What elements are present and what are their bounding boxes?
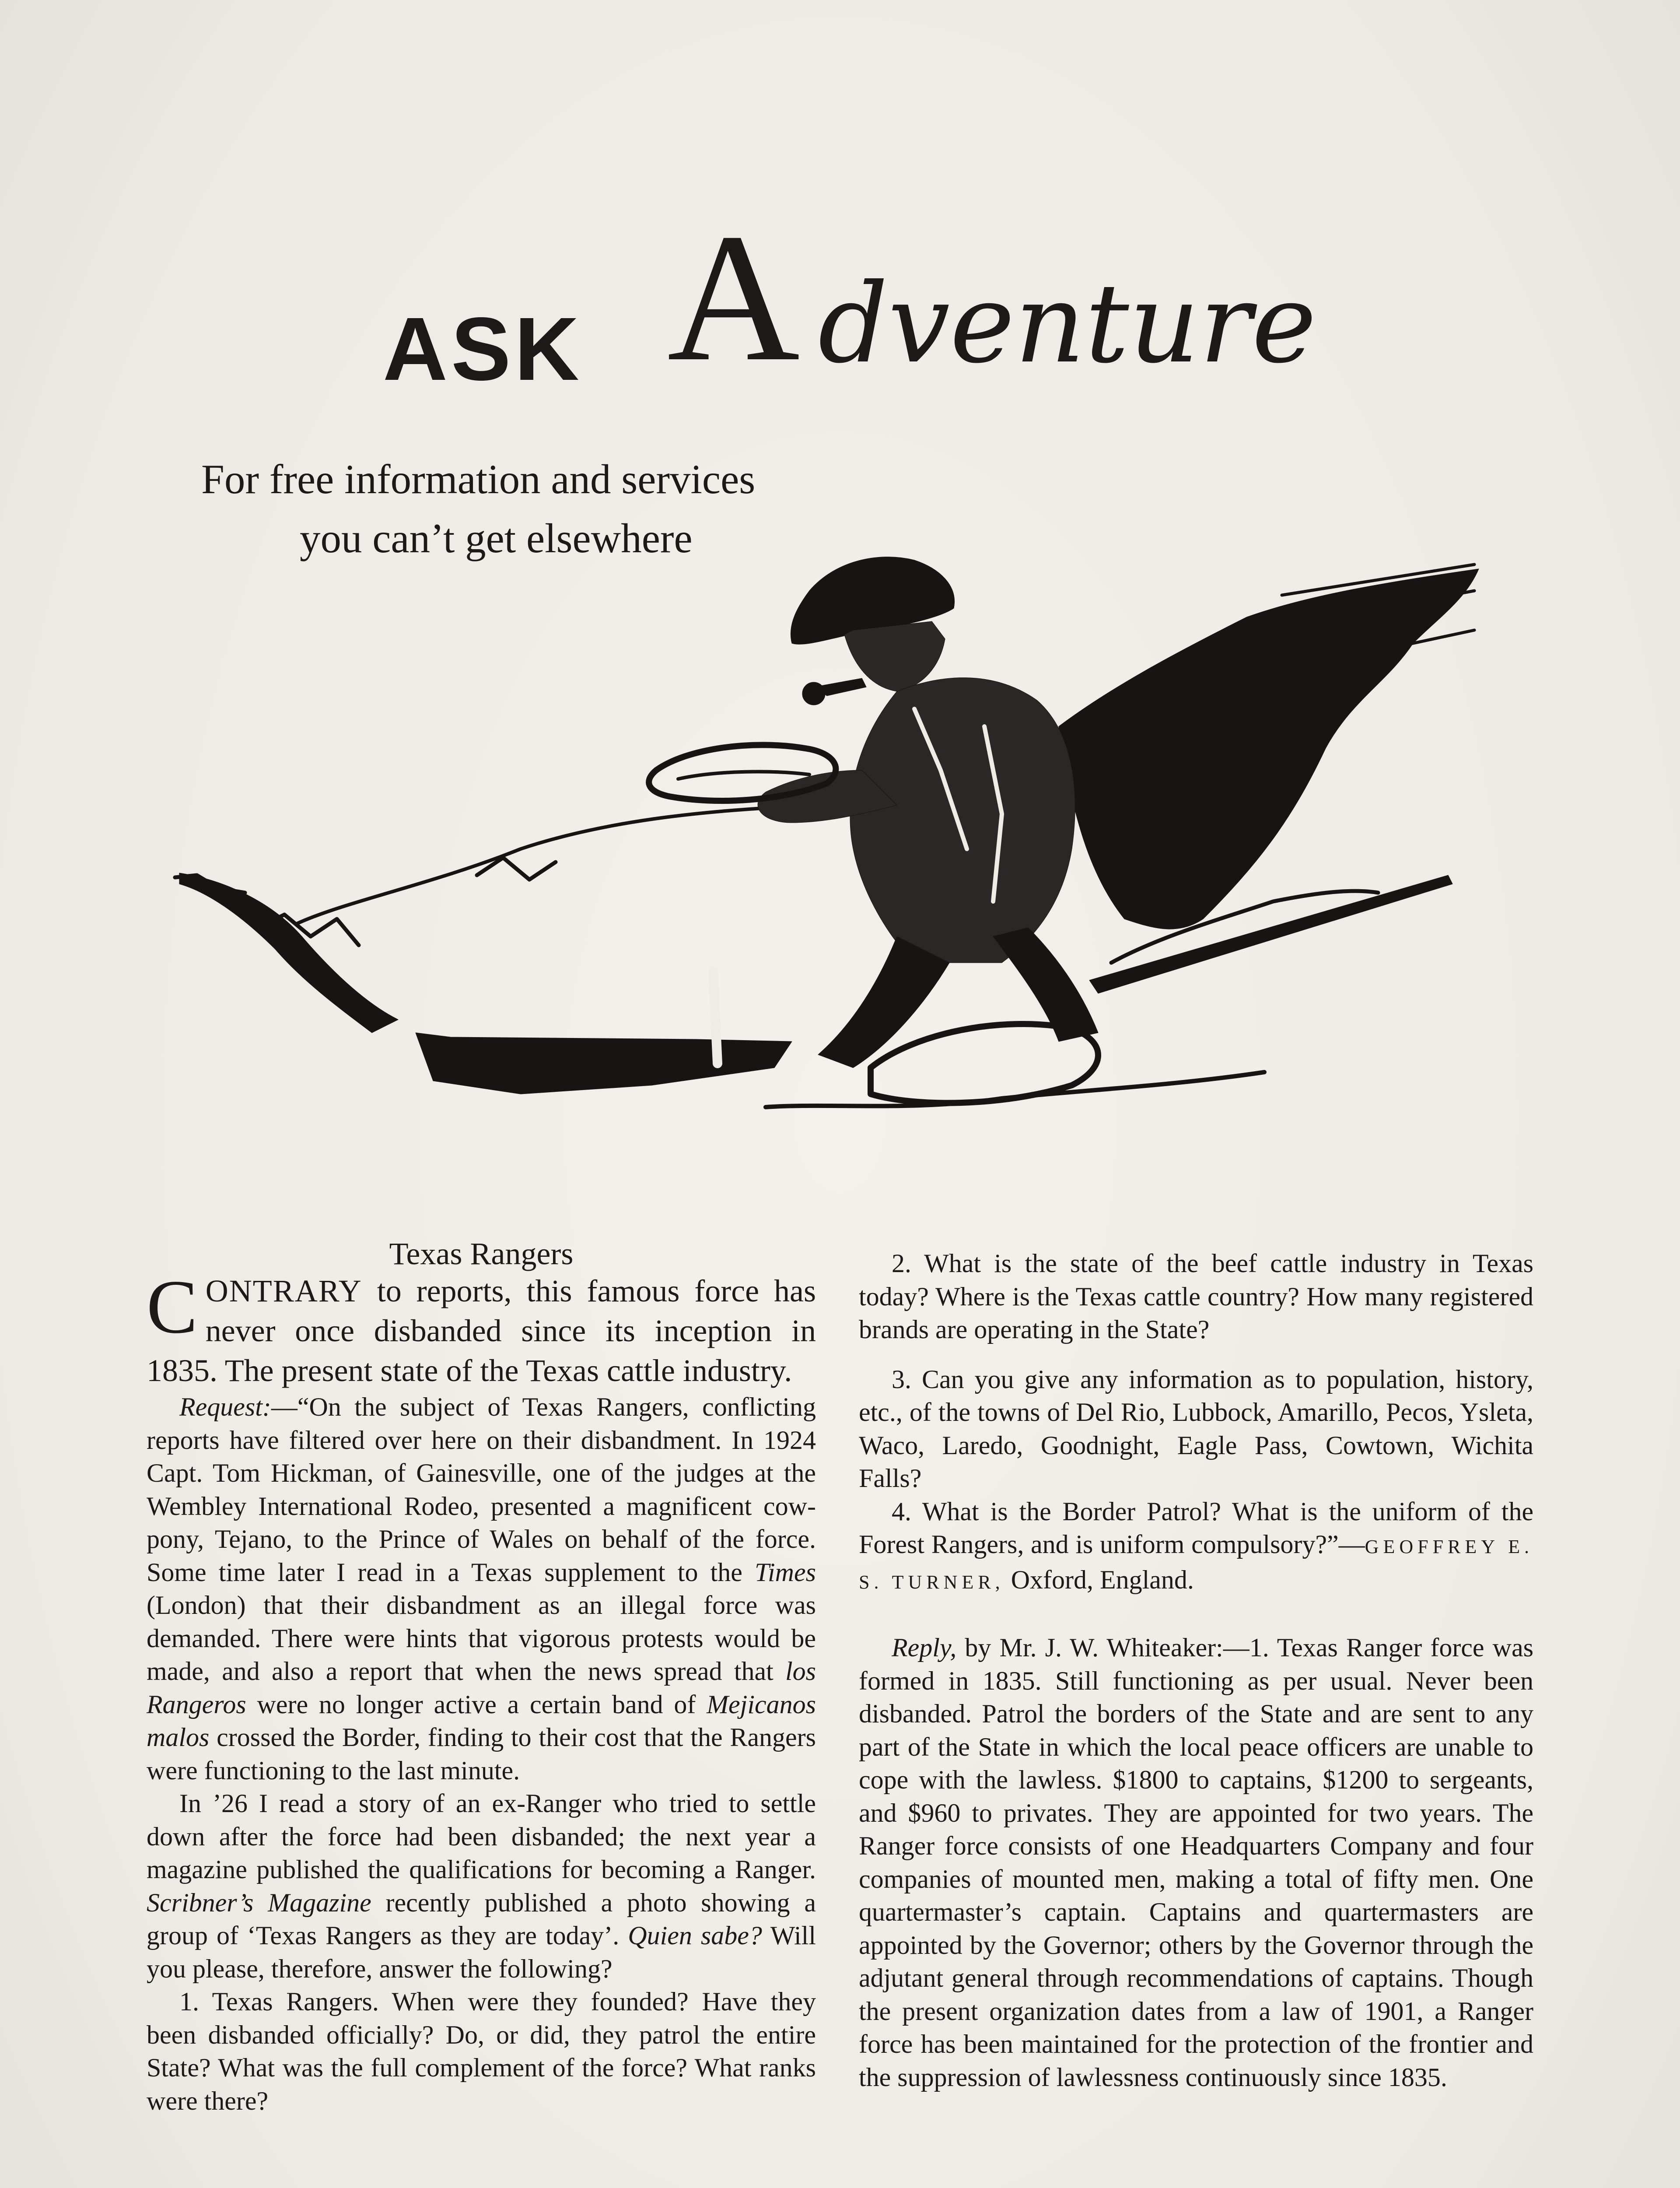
mejicanos-italic: Mejicanos malos bbox=[147, 1690, 816, 1752]
p2-text-a: In ’26 I read a story of an ex-Ranger who tried to settle down after the force had been disbanded; the next year a magazine published the qualifications for becoming a Ranger. bbox=[147, 1789, 816, 1884]
tagline-line-1: For free information and services bbox=[201, 456, 756, 502]
signer-place: Oxford, England. bbox=[1004, 1565, 1194, 1594]
question-2: 2. What is the state of the beef cattle industry in Texas today? Where is the Texas cattle country? How many registered brands are operating in the State? bbox=[859, 1249, 1533, 1344]
question-4-text: 4. What is the Border Patrol? What is the uniform of the Forest Rangers, and is uniform compulsory?”— bbox=[859, 1497, 1533, 1559]
drop-cap: C bbox=[147, 1264, 198, 1349]
title-adventure: dventure bbox=[818, 260, 1317, 387]
left-column bbox=[147, 1236, 816, 2118]
request-text-a: —“On the subject of Texas Rangers, conflicting reports have filtered over here on their disbandment. In 1924 Capt. Tom Hickman, of Gainesville, one of the judges at the Wembley International Rodeo, presented a magnificent cow-pony, Tejano, to the Prince of Wales on behalf of the force. Some time later I read in a Texas supplement to the bbox=[147, 1392, 816, 1587]
times-italic: Times bbox=[754, 1557, 816, 1587]
request-label: Request: bbox=[179, 1392, 271, 1421]
paragraph-2 bbox=[147, 1787, 816, 1985]
article-heading: Texas Rangers bbox=[389, 1236, 574, 1271]
reply-paragraph bbox=[859, 1631, 1533, 2094]
scribners-italic: Scribner’s Magazine bbox=[147, 1888, 371, 1917]
prospector-illustration bbox=[171, 543, 1527, 1199]
request-text-c: were no longer active a certain band of bbox=[246, 1690, 707, 1719]
quien-sabe-italic: Quien sabe? bbox=[628, 1921, 762, 1950]
lead-caps: ONTRARY bbox=[205, 1273, 362, 1308]
title-capital-a: A bbox=[667, 196, 800, 399]
request-paragraph bbox=[147, 1391, 816, 1787]
tagline-line-2: you can’t get elsewhere bbox=[300, 515, 693, 561]
title-ask: ASK bbox=[383, 299, 583, 399]
lead-text: to reports, this famous force has never once disbanded since its inception in 1835. The present state of the Texas cattle industry. bbox=[147, 1273, 816, 1388]
p2-text-c: Will you please, therefore, answer the following? bbox=[147, 1921, 816, 1983]
question-3: 3. Can you give any information as to population, history, etc., of the towns of Del Rio, Lubbock, Amarillo, Pecos, Ysleta, Waco, Laredo, Goodnight, Eagle Pass, Cowtown, Wichita Falls? bbox=[859, 1364, 1533, 1493]
question-1: 1. Texas Rangers. When were they founded? Have they been disbanded officially? Do, or did, they patrol the entire State? What was the full complement of the force? What ranks were there? bbox=[147, 1987, 816, 2115]
right-column bbox=[859, 1247, 1533, 2094]
reply-label: Reply, bbox=[892, 1633, 957, 1662]
magazine-section-title bbox=[376, 196, 1382, 399]
reply-text: by Mr. J. W. Whiteaker:—1. Texas Ranger force was formed in 1835. Still functioning as per usual. Never been disbanded. Patrol the borders of the State and are sent to any part of the State in which the local peace officers are unable to cope with the lawless. $1800 to captains, $1200 to sergeants, and $960 to privates. They are appointed for two years. The Ranger force consists of one Headquarters Company and four companies of mounted men, making a total of fifty men. One quartermaster’s captain. Captains and quartermasters are appointed by the Governor; others by the Governor through the adjutant general through recommendations of captains. Though the present organization dates from a law of 1901, a Ranger force has been maintained for the protection of the frontier and the suppression of lawlessness continuously since 1835. bbox=[859, 1633, 1533, 2092]
request-text-d: crossed the Border, finding to their cost that the Rangers were functioning to the last minute. bbox=[147, 1723, 816, 1785]
signer-name: GEOFFREY E. S. TURNER, bbox=[859, 1536, 1533, 1593]
article-lead bbox=[147, 1264, 816, 1391]
question-4 bbox=[859, 1495, 1533, 1599]
request-text-b: (London) that their disbandment as an illegal force was demanded. There were hints that vigorous protests would be made, and also a report that when the news spread that bbox=[147, 1591, 816, 1686]
los-rangeros-italic: los Rangeros bbox=[147, 1657, 816, 1719]
p2-text-b: recently published a photo showing a group of ‘Texas Rangers as they are today’. bbox=[147, 1888, 816, 1950]
